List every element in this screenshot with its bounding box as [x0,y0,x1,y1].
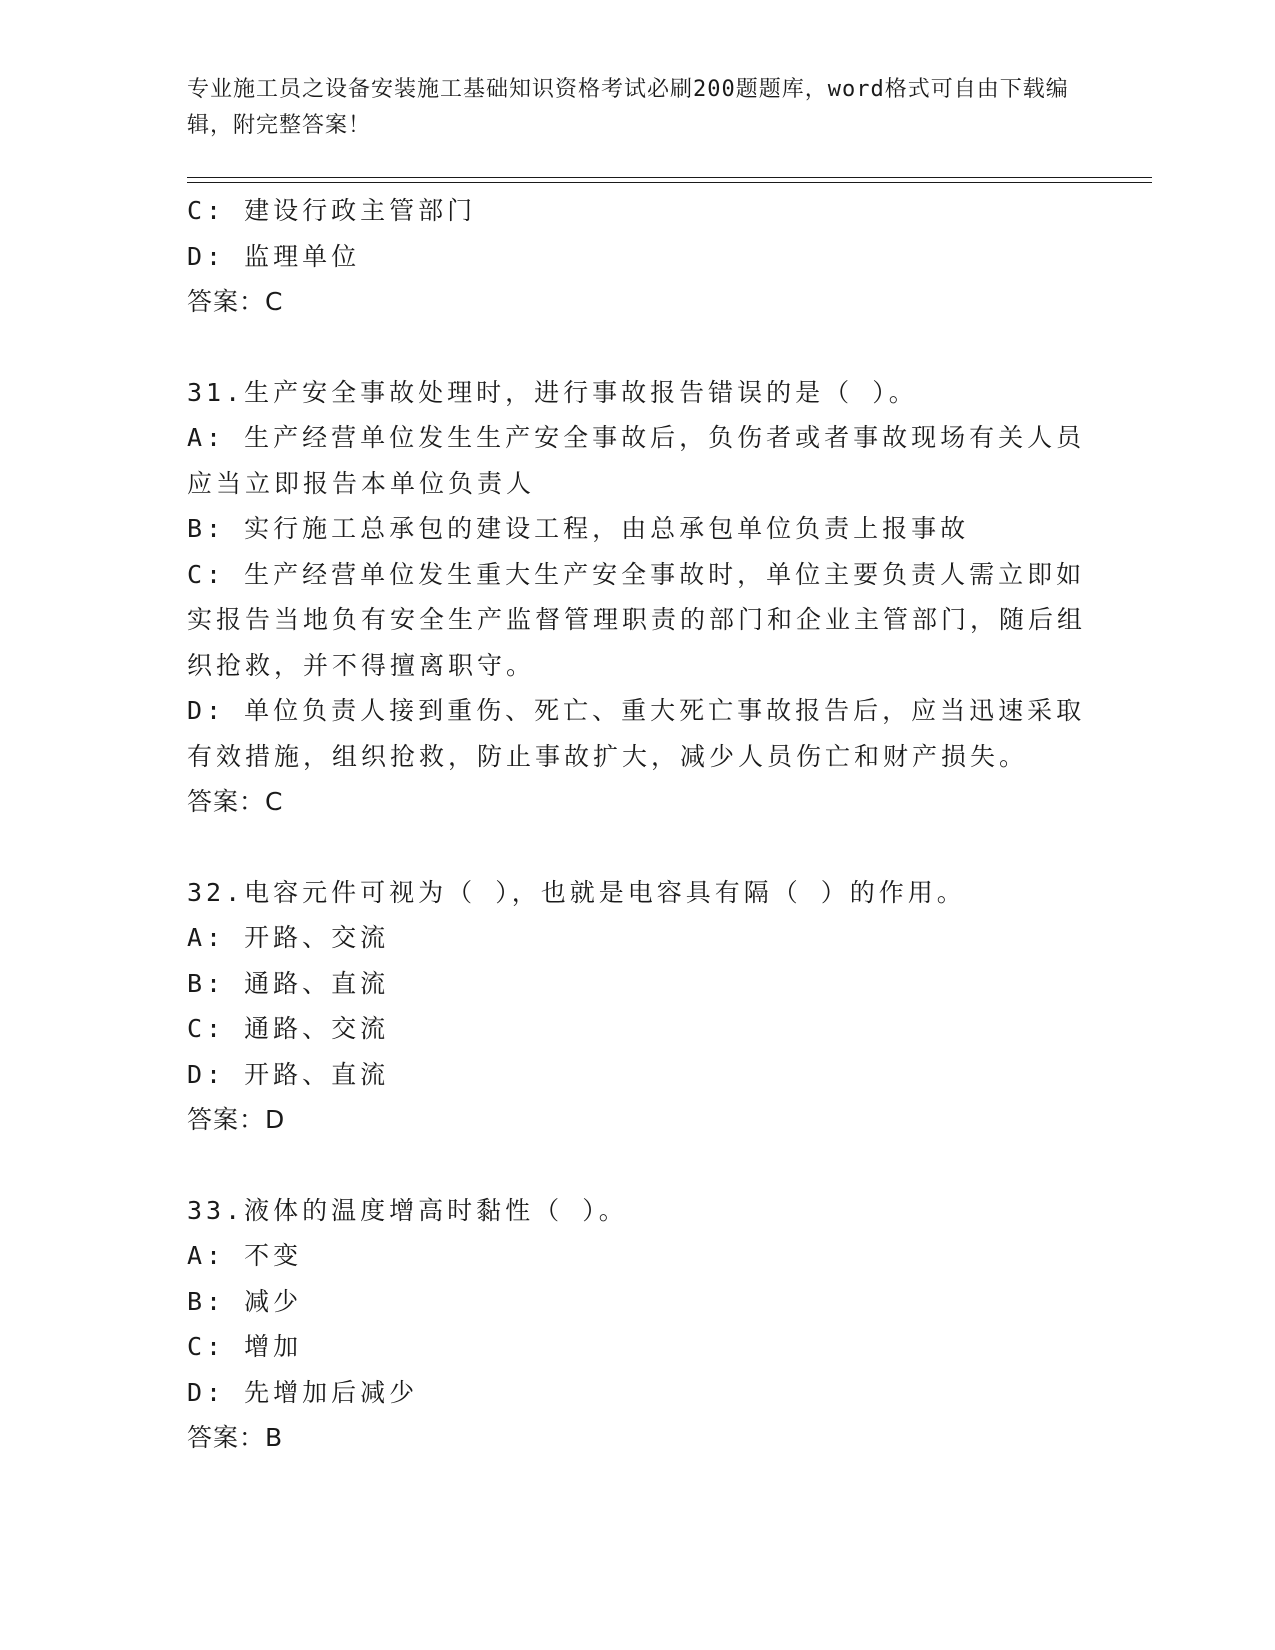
option-d: D: 先增加后减少 [187,1377,419,1407]
prev-question [187,188,1087,325]
option-c: C: 通路、交流 [187,1014,390,1043]
answer-line: 答案：C [187,287,284,316]
option-b: B: 通路、直流 [187,968,390,998]
option-d: D: 开路、直流 [187,1059,390,1089]
option-d: D: 单位负责人接到重伤、死亡、重大死亡事故报告后，应当迅速采取有效措施，组织抢救，防止事故扩大，减少人员伤亡和财产损失。 [187,696,1086,771]
question-stem: 33.液体的温度增高时黏性（ ）。 [187,1195,628,1225]
option-a: A: 开路、交流 [187,923,390,952]
question-stem: 31.生产安全事故处理时，进行事故报告错误的是（ ）。 [187,377,918,407]
answer-line: 答案：D [187,1105,286,1134]
question-stem: 32.电容元件可视为（ ），也就是电容具有隔（ ）的作用。 [187,877,966,907]
question-content [187,188,1087,1461]
answer-line: 答案：C [187,787,284,816]
option-b: B: 实行施工总承包的建设工程，由总承包单位负责上报事故 [187,514,970,543]
option-c: C: 增加 [187,1332,303,1361]
option-d: D: 监理单位 [187,241,361,271]
option-c: C: 生产经营单位发生重大生产安全事故时，单位主要负责人需立即如实报告当地负有安全生产监督管理职责的部门和企业主管部门，随后组织抢救，并不得擅离职守。 [187,559,1087,680]
option-a: A: 不变 [187,1241,303,1270]
header-rule-bottom [187,182,1152,183]
option-c: C: 建设行政主管部门 [187,196,477,225]
option-a: A: 生产经营单位发生生产安全事故后，负伤者或者事故现场有关人员应当立即报告本单位负责人 [187,423,1086,498]
question-32 [187,870,1087,1143]
option-b: B: 减少 [187,1286,303,1316]
answer-line: 答案：B [187,1423,284,1452]
question-31 [187,370,1087,825]
header-rule-top [187,177,1152,178]
question-33 [187,1188,1087,1461]
document-header-title: 专业施工员之设备安装施工基础知识资格考试必刷200题题库，word格式可自由下载编辑，附完整答案！ [187,77,1069,138]
